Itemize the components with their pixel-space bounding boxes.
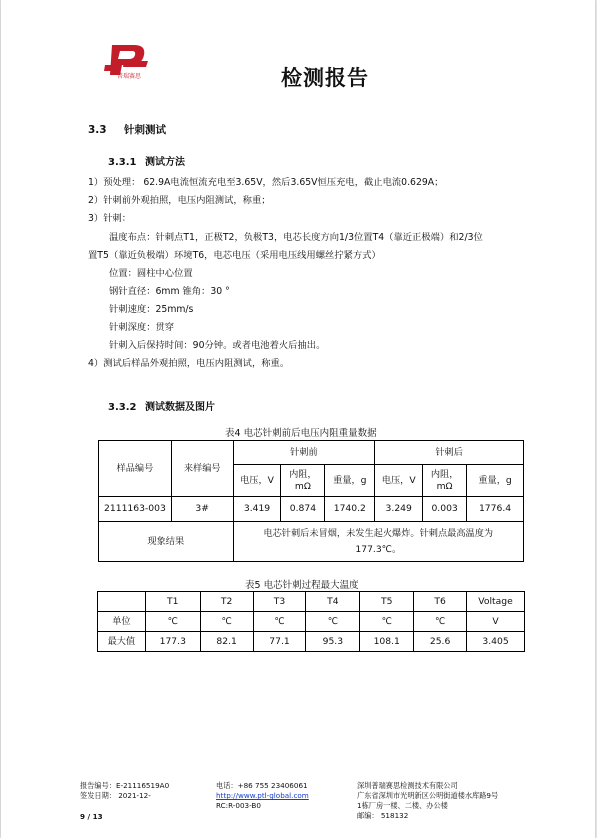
table-cell: ℃ <box>414 612 467 632</box>
subsection-heading-method <box>108 153 185 168</box>
section-title: 针刺测试 <box>124 124 166 136</box>
col-incoming-header: 来样编号 <box>171 441 233 497</box>
table-cell: ℃ <box>306 612 360 632</box>
table-cell: 95.3 <box>306 632 360 652</box>
header-cell: T1 <box>145 592 200 612</box>
website-link[interactable]: http://www.ptl-global.com <box>216 791 309 800</box>
header-cell <box>98 592 146 612</box>
method-detail: 置T5（靠近负极端）环境T6，电芯电压（采用电压线用螺丝拧紧方式） <box>88 250 381 261</box>
method-detail: 针刺入后保持时间：90分钟。或者电池着火后抽出。 <box>109 340 326 351</box>
table-cell: 25.6 <box>414 632 467 652</box>
footer-right <box>357 781 498 821</box>
resistance-header: 内阻，mΩ <box>281 465 325 497</box>
footer-left <box>80 781 169 822</box>
page-number: 9 / 13 <box>80 812 103 821</box>
header-cell: Voltage <box>467 592 525 612</box>
table5 <box>97 591 525 652</box>
header-cell: T4 <box>306 592 360 612</box>
table-cell: V <box>467 612 525 632</box>
address-line-1: 广东省深圳市光明新区公明街道楼水库路9号 <box>357 791 499 800</box>
cell-weight-after: 1776.4 <box>467 497 524 522</box>
method-detail: 针刺速度：25mm/s <box>109 304 194 315</box>
subsection-title: 测试方法 <box>145 157 185 168</box>
table-cell: ℃ <box>360 612 414 632</box>
report-number: 报告编号：E-21116519A0 <box>80 781 170 790</box>
section-number: 3.3 <box>88 124 107 136</box>
logo-text: 普瑞赛思 <box>117 73 142 80</box>
header-cell: T3 <box>253 592 306 612</box>
table-row <box>99 522 524 562</box>
cell-resistance-before: 0.874 <box>281 497 325 522</box>
table-row <box>98 632 525 652</box>
group-before-header: 针刺前 <box>233 441 375 465</box>
cell-voltage-before: 3.419 <box>233 497 281 522</box>
table-cell: 177.3 <box>145 632 200 652</box>
table-cell: ℃ <box>200 612 253 632</box>
voltage-header: 电压，V <box>233 465 281 497</box>
table-cell: 3.405 <box>467 632 525 652</box>
section-heading <box>88 122 166 137</box>
table-cell: 108.1 <box>360 632 414 652</box>
header-cell: T2 <box>200 592 253 612</box>
method-item-4: 4）测试后样品外观拍照，电压内阻测试，称重。 <box>88 358 290 369</box>
cell-sample: 2111163-003 <box>99 497 172 522</box>
table5-caption: 表5 电芯针刺过程最大温度 <box>245 580 359 591</box>
method-detail: 钢针直径：6mm 锥角：30 ° <box>109 286 230 297</box>
table-header-row <box>99 441 524 465</box>
method-detail: 位置：圆柱中心位置 <box>109 268 193 279</box>
row-label: 单位 <box>98 612 146 632</box>
cell-weight-before: 1740.2 <box>325 497 375 522</box>
row-label: 最大值 <box>98 632 146 652</box>
header-cell: T5 <box>360 592 414 612</box>
table4-caption: 表4 电芯针刺前后电压内阻重量数据 <box>225 428 377 439</box>
postcode: 邮编： 518132 <box>357 811 409 820</box>
table-header-row <box>98 592 525 612</box>
subsection-title: 测试数据及图片 <box>145 402 215 413</box>
report-page <box>1 0 595 838</box>
phenomenon-text: 电芯针刺后未冒烟，未发生起火爆炸。针刺点最高温度为177.3℃。 <box>233 522 523 562</box>
col-sample-header: 样品编号 <box>99 441 172 497</box>
table-cell: 77.1 <box>253 632 306 652</box>
subsection-heading-data <box>108 398 215 413</box>
method-detail: 针刺深度：贯穿 <box>109 322 175 333</box>
table-row <box>98 612 525 632</box>
method-item-3: 3）针刺： <box>88 213 132 224</box>
cell-incoming: 3# <box>171 497 233 522</box>
subsection-number: 3.3.2 <box>108 402 137 413</box>
voltage-header: 电压，V <box>375 465 423 497</box>
method-item-1: 1）预处理： 62.9A电流恒流充电至3.65V，然后3.65V恒压充电，截止电流0.629A； <box>88 177 444 188</box>
header-cell: T6 <box>414 592 467 612</box>
method-item-2: 2）针刺前外观拍照，电压内阻测试，称重； <box>88 195 271 206</box>
table4 <box>98 440 524 562</box>
group-after-header: 针刺后 <box>375 441 524 465</box>
weight-header: 重量，g <box>325 465 375 497</box>
table-cell: ℃ <box>253 612 306 632</box>
report-title: 检测报告 <box>281 66 369 90</box>
table-cell: ℃ <box>145 612 200 632</box>
table-row <box>99 497 524 522</box>
company-name: 深圳普瑞赛思检测技术有限公司 <box>357 781 458 790</box>
phone: 电话：+86 755 23406061 <box>216 781 308 790</box>
phenomenon-label: 现象结果 <box>99 522 234 562</box>
cell-resistance-after: 0.003 <box>423 497 467 522</box>
cell-voltage-after: 3.249 <box>375 497 423 522</box>
method-detail: 温度布点：针刺点T1，正极T2，负极T3，电芯长度方向1/3位置T4（靠近正极端）和2/3位 <box>109 232 483 243</box>
issue-date: 签发日期： 2021-12- <box>80 791 151 800</box>
address-line-2: 1栋厂房一楼、二楼、办公楼 <box>357 801 448 810</box>
rc-code: RC:R-003-B0 <box>216 801 261 810</box>
resistance-header: 内阻，mΩ <box>423 465 467 497</box>
footer-middle <box>216 781 309 811</box>
weight-header: 重量，g <box>467 465 524 497</box>
table-cell: 82.1 <box>200 632 253 652</box>
subsection-number: 3.3.1 <box>108 157 137 168</box>
